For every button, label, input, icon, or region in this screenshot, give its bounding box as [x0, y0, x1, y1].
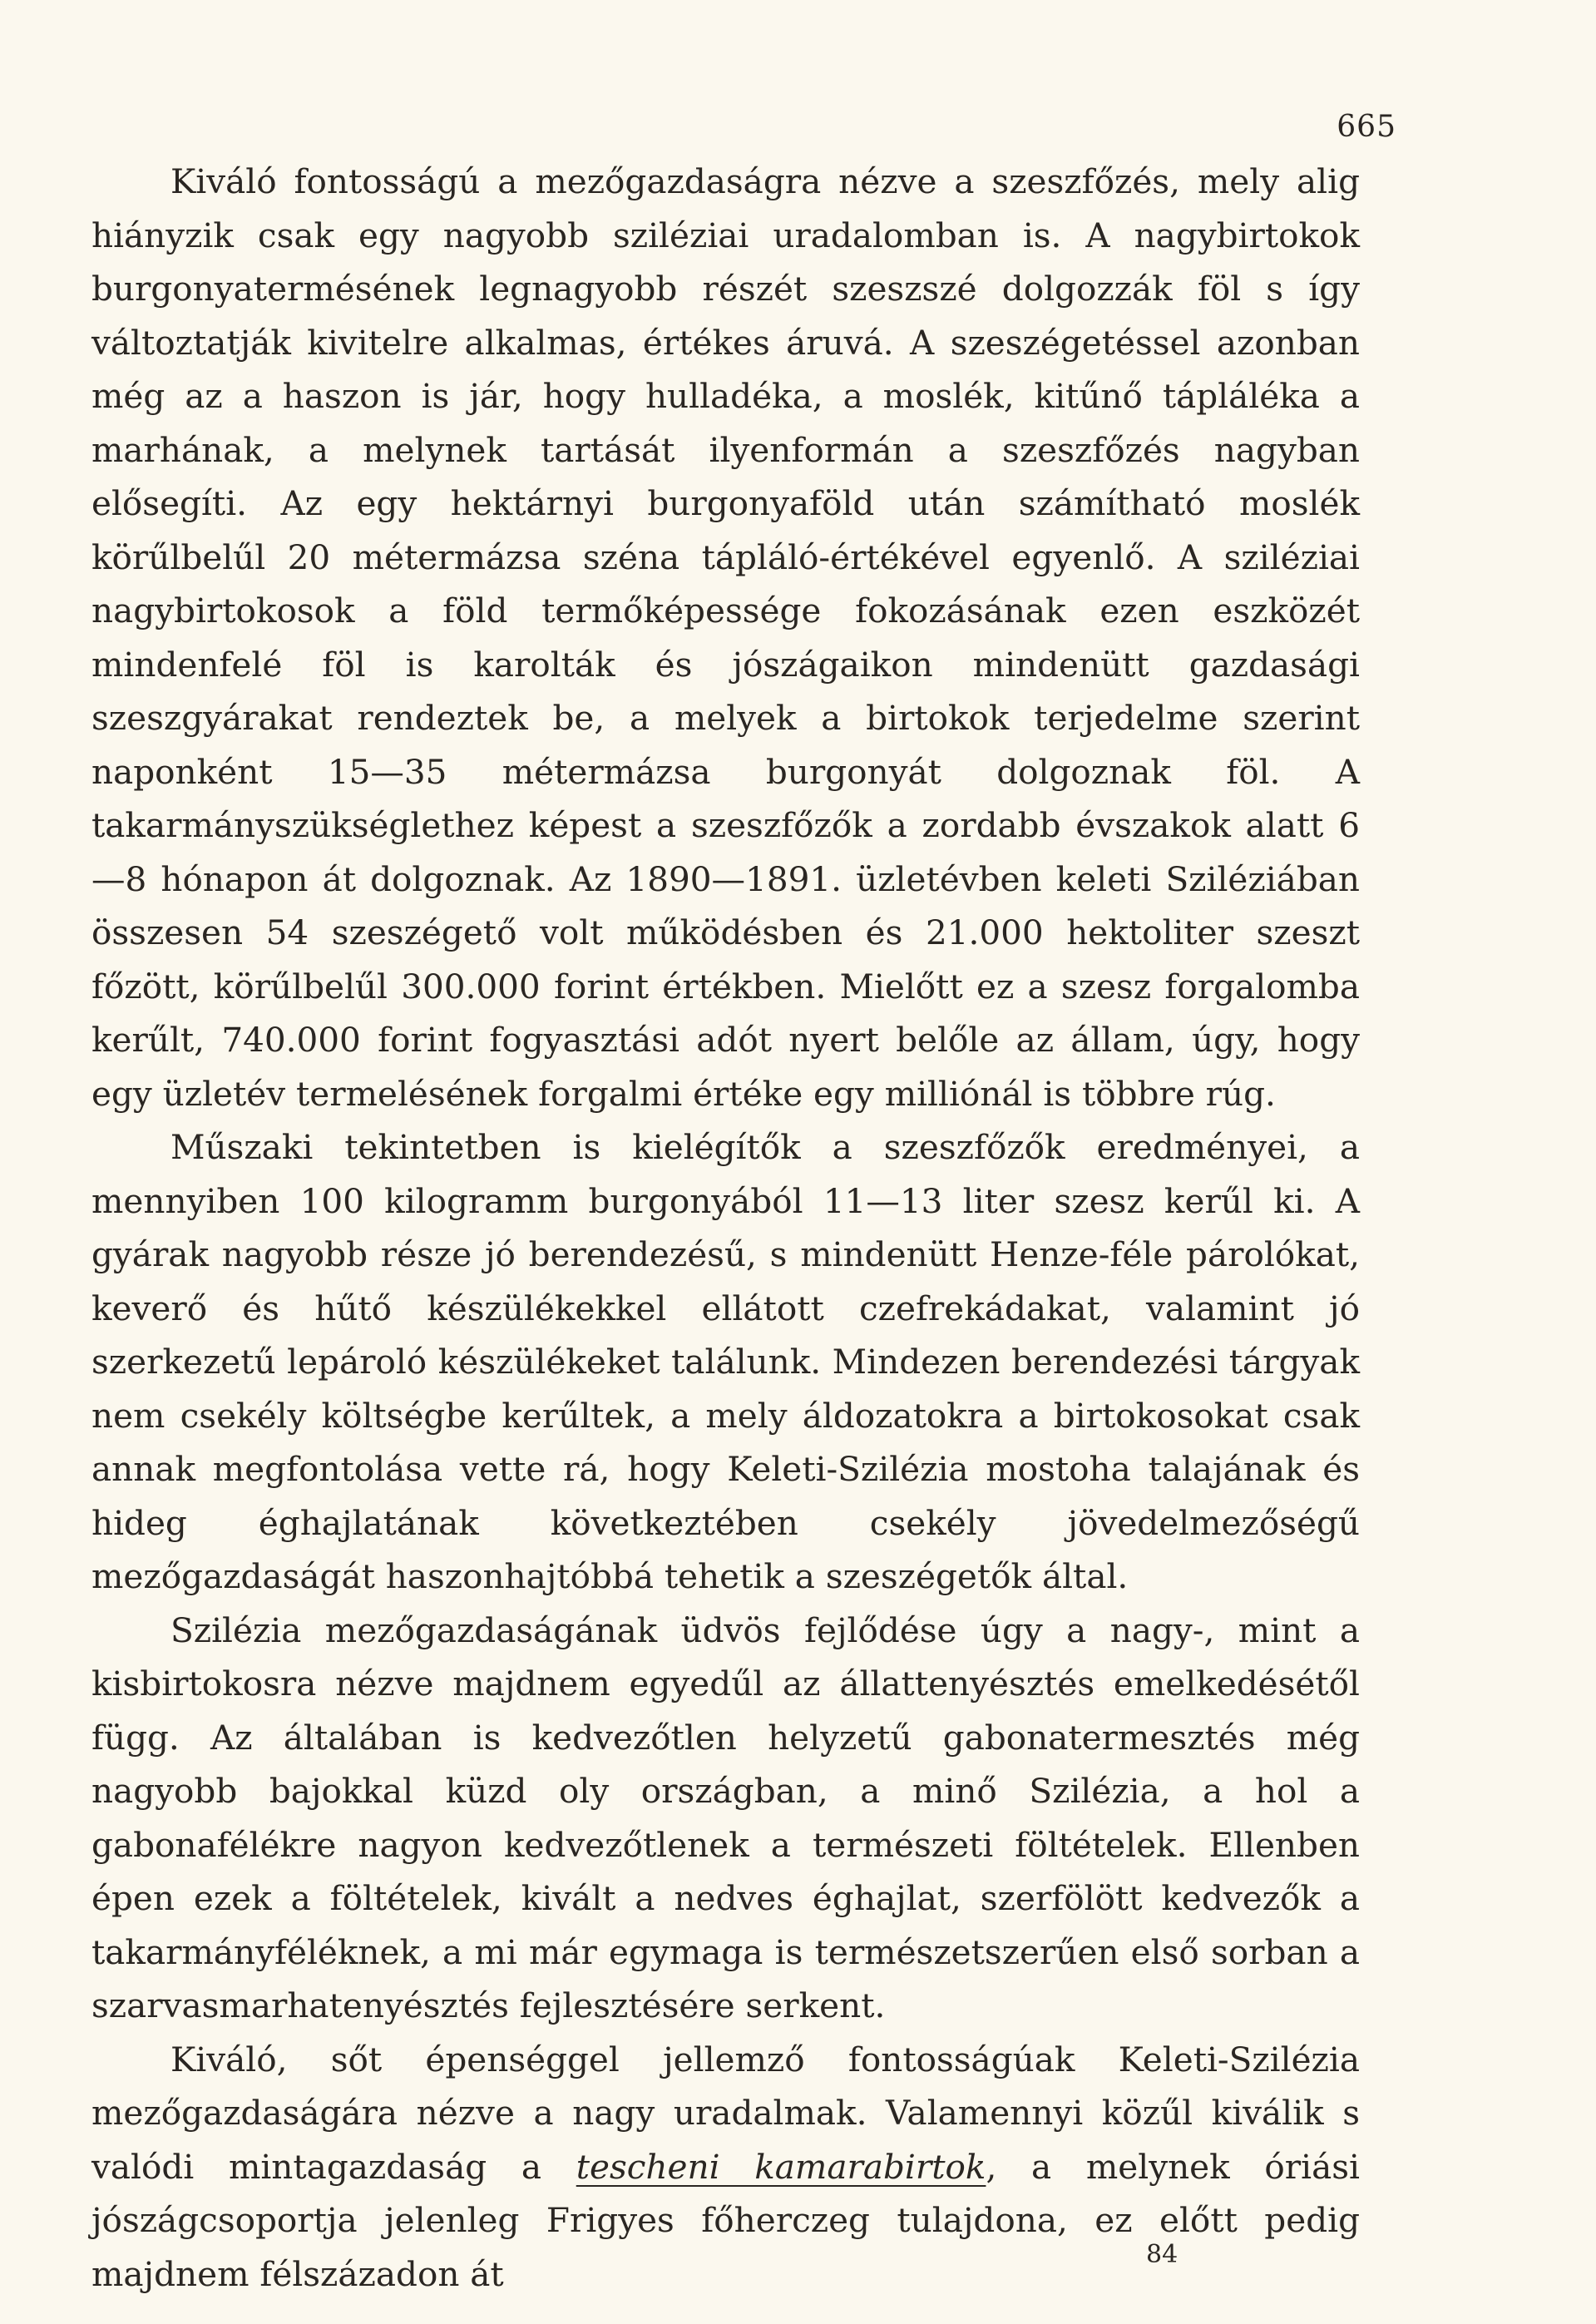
- paragraph-technical: Műszaki tekintetben is kielégítők a szeszfőzők eredményei, a mennyiben 100 kilogramm burgonyából 11—13 liter szesz kerűl ki. A gyárak nagyobb része jó berendezésű, s mindenütt Henze-féle párolókat, keverő és hűtő készülékekkel ellátott czefrekádakat, valamint jó szerkezetű lepároló készülékeket találunk. Mindezen berendezési tárgyak nem csekély költségbe kerűltek, a mely áldozatokra a birtokosokat csak annak megfontolása vette rá, hogy Keleti-Szilézia mostoha talajának és hideg éghajlatának következtében csekély jövedelmezőségű mezőgazdaságát haszonhajtóbbá tehetik a szeszégetők által.: [91, 1127, 1360, 1596]
- body-text: [91, 155, 1360, 2301]
- paragraph-distillery: Kiváló fontosságú a mezőgazdaságra nézve a szeszfőzés, mely alig hiányzik csak egy nagyobb sziléziai uradalomban is. A nagybirtokok burgonyatermésének legnagyobb részét szeszszé dolgozzák föl s így változtatják kivitelre alkalmas, értékes áruvá. A szeszégetéssel azonban még az a haszon is jár, hogy hulladéka, a moslék, kitűnő tápláléka a marhának, a melynek tartását ilyenformán a szeszfőzés nagyban elősegíti. Az egy hektárnyi burgonyaföld után számítható moslék körűlbelűl 20 métermázsa széna tápláló-értékével egyenlő. A sziléziai nagybirtokosok a föld termőképessége fokozásának ezen eszközét mindenfelé föl is karolták és jószágaikon mindenütt gazdasági szeszgyárakat rendeztek be, a melyek a birtokok terjedelme szerint naponként 15—35 métermázsa burgonyát dolgoznak föl. A takarmányszükséglethez képest a szeszfőzők a zordabb évszakok alatt 6—8 hónapon át dolgoznak. Az 1890—1891. üzletévben keleti Sziléziában összesen 54 szeszégető volt működésben és 21.000 hektoliter szeszt főzött, körűlbelűl 300.000 forint értékben. Mielőtt ez a szesz forgalomba kerűlt, 740.000 forint fogyasztási adót nyert belőle az állam, úgy, hogy egy üzletév termelésének forgalmi értéke egy milliónál is többre rúg.: [91, 161, 1360, 1114]
- paragraph-livestock: Szilézia mezőgazdaságának üdvös fejlődése úgy a nagy-, mint a kisbirtokosra nézve majdnem egyedűl az állattenyésztés emelkedésétől függ. Az általában is kedvezőtlen helyzetű gabonatermesztés még nagyobb bajokkal küzd oly országban, a minő Szilézia, a hol a gabonafélékre nagyon kedvezőtlenek a természeti föltételek. Ellenben épen ezek a föltételek, kivált a nedves éghajlat, szerfölött kedvezők a takarmányféléknek, a mi már egymaga is természetszerűen első sorban a szarvasmarhatenyésztés fejlesztésére serkent.: [91, 1609, 1360, 2025]
- signature-mark: 84: [1146, 2240, 1178, 2269]
- page-number: 665: [1337, 110, 1396, 144]
- emphasized-term: tescheni kamarabirtok: [576, 2146, 986, 2187]
- paragraph-estates-end: , a melynek óriási jószágcsoportja jelenleg Frigyes főherczeg tulajdona, ez előtt pedig majdnem félszázadon át: [91, 2146, 1360, 2294]
- paragraph-estates-start: Kiváló, sőt épenséggel jellemző fontosságúak Keleti-Szilézia mezőgazdaságára nézve a nagy uradalmak. Valamennyi közűl kiválik s valódi mintagazdaság a: [91, 2039, 1360, 2187]
